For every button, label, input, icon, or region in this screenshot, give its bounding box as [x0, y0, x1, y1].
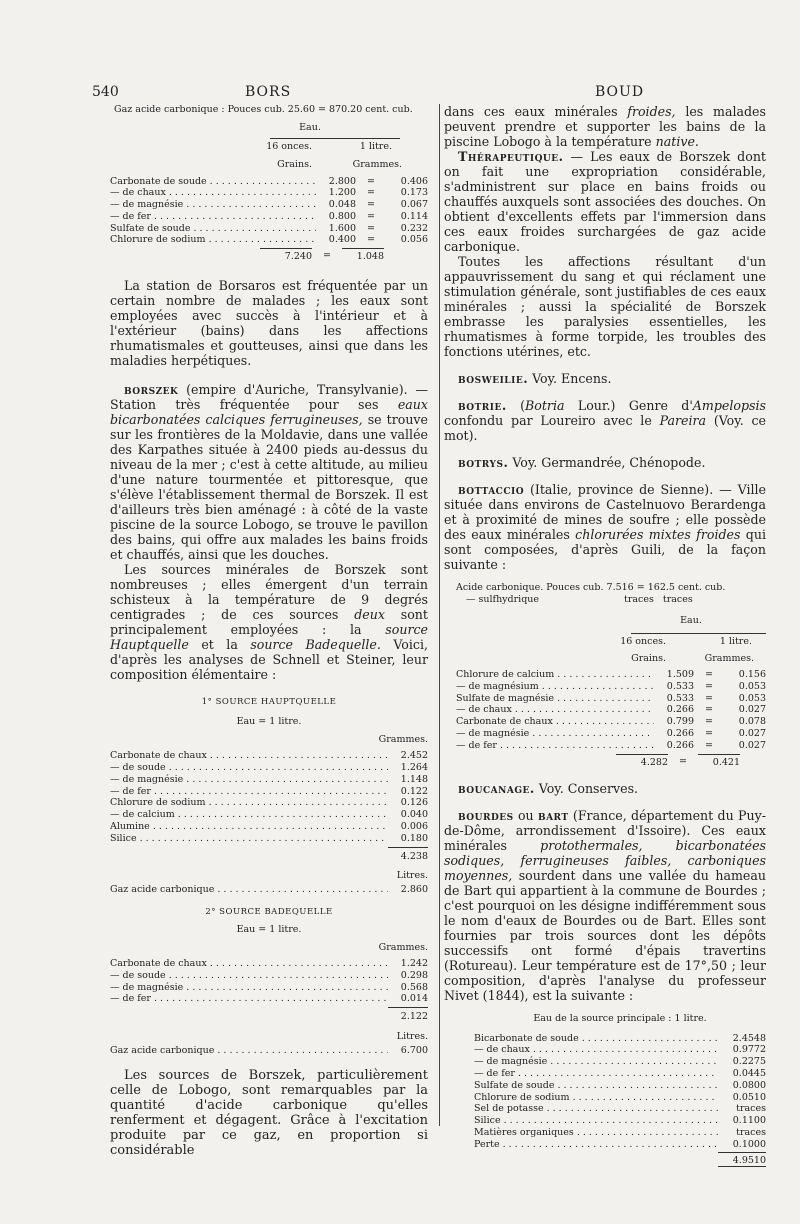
col-head-litre: 1 litre.: [359, 140, 392, 152]
column-rule: [439, 104, 440, 1126]
entry-bottaccio: bottaccio (Italie, province de Sienne). — Ville située dans environs de Castelnuovo Berardenga et à proximité de mines de soufre ; elle possède des eaux minérales chlorurées mixtes froides qui sont composées, d'après Guili, de la façon suivante :: [444, 482, 766, 572]
table-row: Sulfate de soude . . . 1.600 = 0.232: [110, 223, 428, 235]
entry-boucanage: boucanage. Voy. Conserves.: [458, 780, 639, 796]
right-column: [444, 104, 766, 1167]
running-head-left: BORS: [245, 84, 292, 100]
table-row: Chlorure de sodium . . . 0.0510: [474, 1092, 766, 1104]
table-row: — de calcium . . . 0.040: [110, 809, 428, 821]
unit-grains: Grains.: [277, 158, 312, 170]
entry-borszek: borszek (empire d'Auriche, Transylvanie). — Station très fréquentée pour ses eaux bicarbonatées calciques ferrugineuses, se trouve sur les frontières de la Moldavie, dans une vallée des Karpathes située à 2400 pieds au-dessus du niveau de la mer ; c'est à cette altitude, au milieu d'une nature tourmentée et pittoresque, que s'élève l'établissement thermal de Borszek. Il est d'ailleurs très bien aménagé : à côté de la vaste piscine de la source Lobogo, se trouve le pavillon des bains, qui offre aux malades les bains froids et chauffés, ainsi que les douches.: [110, 382, 428, 563]
source-hauptquelle-table: 1° SOURCE HAUPTQUELLE Eau = 1 litre. Grammes. Carbonate de chaux . . . 2.452 — de soude . . . 1.264 — de magnésie . . . 1.148 — de fer . . . 0.122 Chlorure de sodium . . . 0.126 — de calcium . . . 0.040 Alumine . . . 0.006 Silice . . . 0.180 4.238 Litres. Gaz acide carbonique . . . 2.860: [110, 696, 428, 896]
bottaccio-table: Eau. 16 onces. 1 litre. Grains. Grammes. Chlorure de calcium . . . 1.509 = 0.156 — de magnésium . . . 0.533 = 0.053 Sulfate de magnésie . . . 0.533 = 0.053 — de chaux . . . 0.266 = 0.027 Carbonate de chaux . . . 0.799 = 0.078 — de magnésie . . . 0.266 = 0.027 — de fer . . . 0.266 = 0.027 4.282 = 0.421: [444, 615, 766, 769]
entry-botrys: botrys. Voy. Germandrée, Chénopode.: [458, 455, 706, 470]
paragraph-lobogo: Les sources de Borszek, particulièrement celle de Lobogo, sont remarquables par la quantité d'acide carbonique qu'elles renferment et dégagent. Grâce à l'excitation produite par ce gaz, en proportion si considérable: [110, 1068, 428, 1159]
table-row: Silice . . . 0.1100: [474, 1115, 766, 1127]
borsaros-table: [110, 122, 428, 264]
entry-bourdes: bourdes ou bart (France, département du Puy-de-Dôme, arrondissement d'Issoire). Ces eaux minérales protothermales, bicarbonatées sodiques, ferrugineuses faibles, carboniques moyennes, sourdent dans une vallée du hameau de Bart qui appartient à la commune de Bourdes ; c'est pourquoi on les désigne indifféremment sous le nom d'eaux de Bourdes ou de Bart. Elles sont fournies par trois sources dont les dépôts successifs ont formé d'épais travertins (Rotureau). Leur température est de 17°,50 ; leur composition, d'après l'analyse du professeur Nivet (1844), est la suivante :: [444, 807, 766, 1003]
table-row: — de fer . . . 0.0445: [474, 1068, 766, 1080]
table-row: Perte . . . 0.1000: [474, 1139, 766, 1151]
gas-line: Gaz acide carbonique : Pouces cub. 25.60 = 870.20 cent. cub.: [114, 104, 413, 115]
running-head-right: BOUD: [595, 84, 645, 100]
bourdes-table: Eau de la source principale : 1 litre. Bicarbonate de soude . . . 2.4548 — de chaux . . . 0.9772 — de magnésie . . . 0.2275 — de fer . . . 0.0445 Sulfate de soude . . . 0.0800 Chlorure de sodium . . . 0.0510 Sel de potasse . . . traces Silice . . . 0.1100 Matières organiques . . . traces Perte . . . 0.1000 4.9510: [444, 1013, 766, 1167]
paragraph-borsaros: La station de Borsaros est fréquentée par un certain nombre de malades ; les eaux sont employées avec succès à l'intérieur et à l'extérieur (bains) dans les affections rhumatismales et goutteuses, ainsi que dans les maladies herpétiques.: [110, 278, 428, 369]
entry-botrie: botrie. (Botria Lour.) Genre d'Ampelopsis confondu par Loureiro avec le Pareira (Voy. ce mot).: [444, 398, 766, 443]
unit-grammes: Grammes.: [352, 158, 402, 170]
bottaccio-gas: Acide carbonique. Pouces cub. 7.516 = 162.5 cent. cub. — sulfhydrique traces traces: [456, 582, 726, 605]
paragraph-continued: dans ces eaux minérales froides, les malades peuvent prendre et supporter les bains de la piscine Lobogo à la température native.: [444, 104, 766, 149]
paragraph-sources: Les sources minérales de Borszek sont nombreuses ; elles émergent d'un terrain schisteux à la température de 9 degrés centigrades ; de ces sources deux sont principalement employées : la source Hauptquelle et la source Badequelle. Voici, d'après les analyses de Schnell et Steiner, leur composition élémentaire :: [110, 562, 428, 683]
table-row: Carbonate de chaux . . . 2.452: [110, 750, 428, 762]
total: 4.238: [388, 847, 428, 863]
total: 4.9510: [718, 1152, 766, 1168]
table-row: Bicarbonate de soude . . . 2.4548: [474, 1033, 766, 1045]
table-row: — de fer . . . 0.800 = 0.114: [110, 211, 428, 223]
table-row: Chlorure de sodium . . . 0.126: [110, 797, 428, 809]
table-row: Sulfate de magnésie . . . 0.533 = 0.053: [456, 693, 766, 705]
table-row: — de magnésie . . . 0.266 = 0.027: [456, 728, 766, 740]
col-head-onces: 16 onces.: [266, 140, 312, 152]
table-row: — de magnésie . . . 0.568: [110, 982, 428, 994]
left-column: [110, 104, 428, 1158]
entry-bosweilie: bosweilie. Voy. Encens.: [458, 371, 612, 386]
table-row: Chlorure de calcium . . . 1.509 = 0.156: [456, 669, 766, 681]
table-row: Carbonate de soude . . . 2.800 = 0.406: [110, 176, 428, 188]
table-row: — de fer . . . 0.266 = 0.027: [456, 740, 766, 752]
brace: [270, 138, 400, 139]
table-row: Chlorure de sodium . . . 0.400 = 0.056: [110, 234, 428, 246]
table-row: — de fer . . . 0.122: [110, 786, 428, 798]
table-row: Carbonate de chaux . . . 1.242: [110, 958, 428, 970]
brace: [631, 633, 766, 634]
table-row: Alumine . . . 0.006: [110, 821, 428, 833]
table-row: Sel de potasse . . . traces: [474, 1103, 766, 1115]
table-total: 4.282 = 0.421: [456, 754, 766, 769]
table-row: — de magnésie . . . 0.2275: [474, 1056, 766, 1068]
table-total: 7.240 = 1.048: [110, 248, 428, 263]
source-badequelle-table: 2° SOURCE BADEQUELLE Eau = 1 litre. Grammes. Carbonate de chaux . . . 1.242 — de soude . . . 0.298 — de magnésie . . . 0.568 — de fer . . . 0.014 2.122 Litres. Gaz acide carbonique . . . 6.700: [110, 906, 428, 1056]
table-row: Matières organiques . . . traces: [474, 1127, 766, 1139]
page-number: 540: [92, 84, 119, 100]
table-row: Silice . . . 0.180: [110, 833, 428, 845]
table-row: — de chaux . . . 0.266 = 0.027: [456, 704, 766, 716]
table-row: — de soude . . . 1.264: [110, 762, 428, 774]
table-row: Carbonate de chaux . . . 0.799 = 0.078: [456, 716, 766, 728]
table-row: — de chaux . . . 1.200 = 0.173: [110, 187, 428, 199]
gas-row: Gaz acide carbonique . . . 6.700: [110, 1045, 428, 1057]
total: 2.122: [388, 1007, 428, 1023]
table-row: — de magnésie . . . 1.148: [110, 774, 428, 786]
table-row: — de fer . . . 0.014: [110, 993, 428, 1005]
table-row: — de magnésium . . . 0.533 = 0.053: [456, 681, 766, 693]
table-eau: Eau.: [299, 121, 321, 133]
table-row: — de magnésie . . . 0.048 = 0.067: [110, 199, 428, 211]
table-row: Sulfate de soude . . . 0.0800: [474, 1080, 766, 1092]
paragraph-therapeutique: Thérapeutique. — Les eaux de Borszek dont on fait une expropriation considérable, s'administrent sur place en bains froids ou chauffés auxquels sont associées des douches. On obtient d'excellents effets par l'immersion dans ces eaux froides surchargées de gaz acide carbonique.: [444, 149, 766, 254]
table-row: — de soude . . . 0.298: [110, 970, 428, 982]
gas-row: Gaz acide carbonique . . . 2.860: [110, 884, 428, 896]
table-row: — de chaux . . . 0.9772: [474, 1044, 766, 1056]
paragraph-affections: Toutes les affections résultant d'un appauvrissement du sang et qui réclament une stimulation générale, sont justifiables de ces eaux minérales ; aussi la spécialité de Borszek embrasse les paralysies essentielles, les rhumatismes à forme torpide, les troubles des fonctions utérines, etc.: [444, 254, 766, 359]
